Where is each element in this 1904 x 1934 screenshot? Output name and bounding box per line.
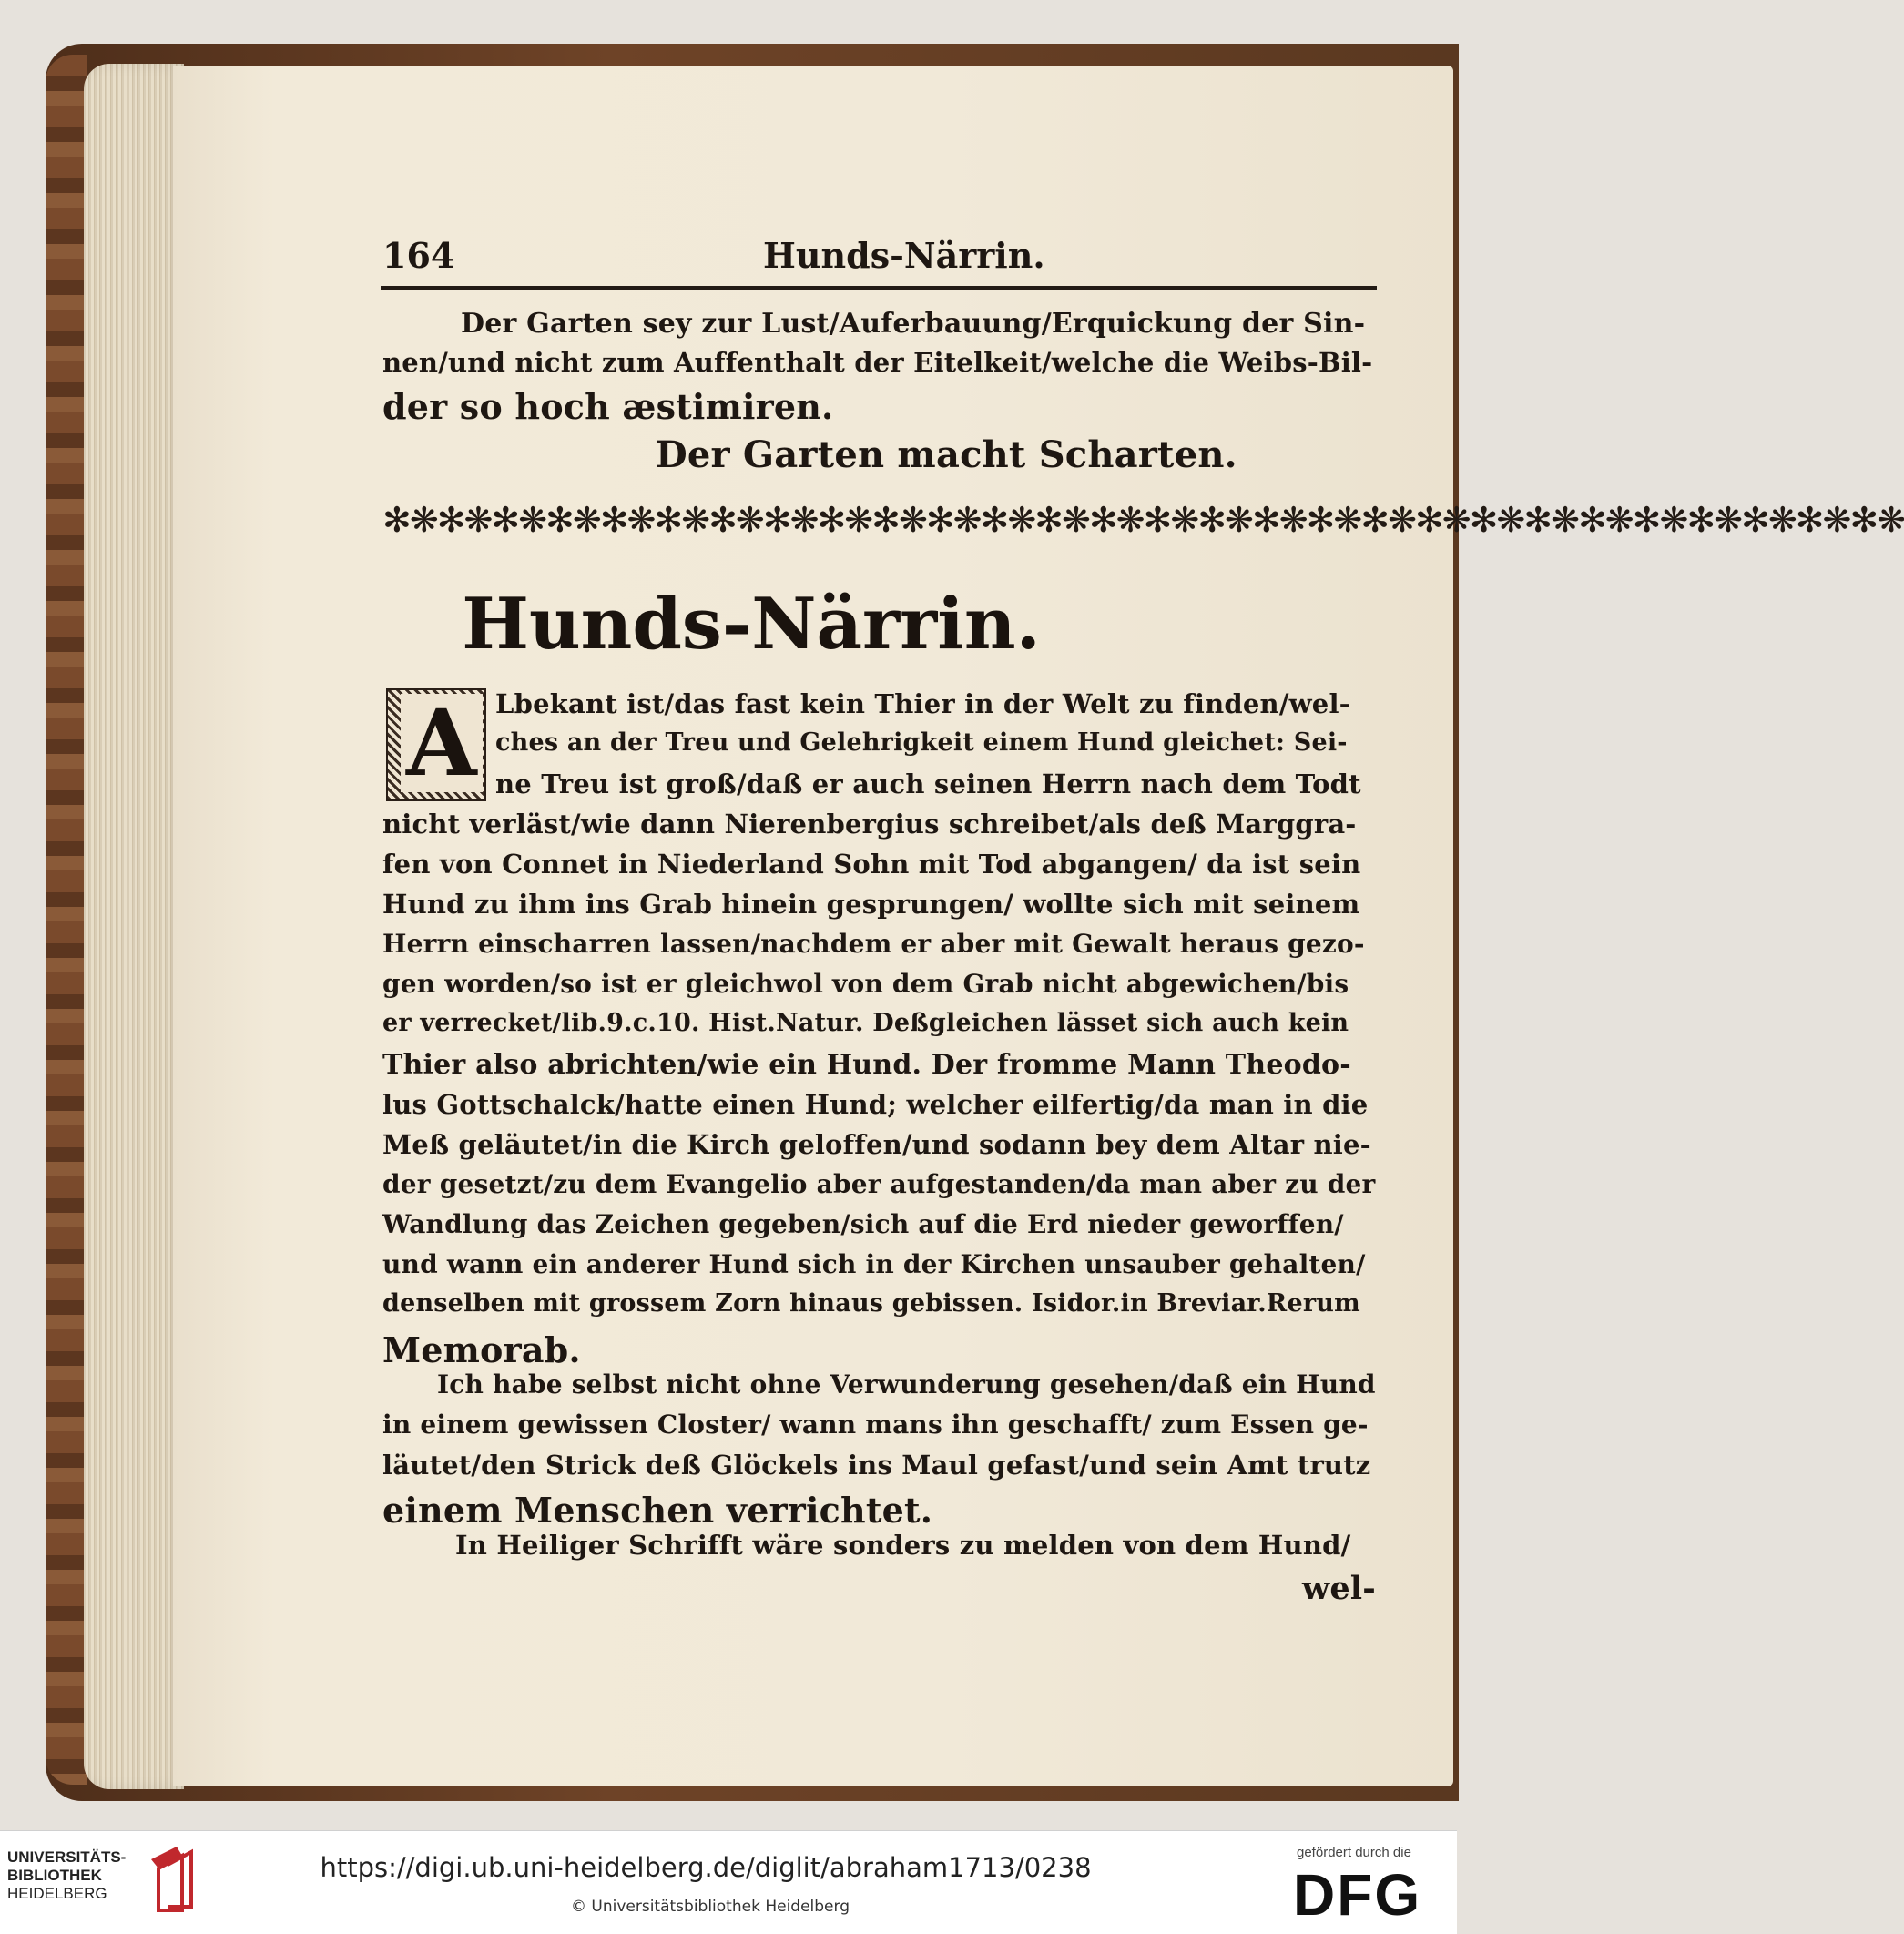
body-line: Memorab. [382, 1329, 581, 1370]
library-name-line: BIBLIOTHEK [7, 1867, 102, 1884]
body-line: läutet/den Strick deß Glöckels ins Maul gefast/und sein Amt trutz [382, 1450, 1371, 1481]
dfg-logo: DFG [1293, 1862, 1422, 1928]
saying: Der Garten macht Scharten. [656, 433, 1237, 476]
body-line: gen worden/so ist er gleichwol von dem Grab nicht abgewichen/bis [382, 969, 1349, 999]
body-line: Ich habe selbst nicht ohne Verwunderung gesehen/daß ein Hund [437, 1369, 1376, 1400]
body-line: Lbekant ist/das fast kein Thier in der Welt zu finden/wel- [495, 688, 1350, 719]
body-line: in einem gewissen Closter/ wann mans ihn geschafft/ zum Essen ge- [382, 1410, 1369, 1440]
body-line: Herrn einscharren lassen/nachdem er aber mit Gewalt heraus gezo- [382, 929, 1365, 959]
body-line: und wann ein anderer Hund sich in der Kirchen unsauber gehalten/ [382, 1249, 1366, 1279]
initial-letter: A [401, 694, 483, 792]
header-rule [381, 286, 1377, 290]
book-spine [46, 55, 87, 1785]
body-line: Wandlung das Zeichen gegeben/sich auf die Erd nieder geworffen/ [382, 1209, 1344, 1239]
running-head: Hunds-Närrin. [763, 235, 1045, 276]
funded-by-text: gefördert durch die [1297, 1845, 1411, 1860]
body-line: lus Gottschalck/hatte einen Hund; welcher eilfertig/da man in die [382, 1089, 1369, 1120]
body-line: einem Menschen verrichtet. [382, 1490, 933, 1531]
body-line: nicht verläst/wie dann Nierenbergius schreibet/als deß Marggra- [382, 809, 1357, 840]
page-url[interactable]: https://digi.ub.uni-heidelberg.de/diglit/abraham1713/0238 [320, 1852, 1092, 1883]
body-line: In Heiliger Schrifft wäre sonders zu melden von dem Hund/ [455, 1530, 1351, 1561]
body-line: wel- [1302, 1570, 1377, 1607]
copyright: © Universitätsbibliothek Heidelberg [570, 1898, 850, 1916]
body-line: Meß geläutet/in die Kirch geloffen/und sodann bey dem Altar nie- [382, 1129, 1371, 1160]
page-edges [84, 64, 184, 1789]
body-line: er verrecket/lib.9.c.10. Hist.Natur. Deßgleichen lässet sich auch kein [382, 1009, 1349, 1037]
body-line: ne Treu ist groß/daß er auch seinen Herrn nach dem Todt [495, 769, 1361, 799]
body-line: denselben mit grossem Zorn hinaus gebissen. Isidor.in Breviar.Rerum [382, 1289, 1360, 1318]
decorated-initial [386, 688, 486, 801]
library-name-line: HEIDELBERG [7, 1885, 107, 1902]
top-line: Der Garten sey zur Lust/Auferbauung/Erquickung der Sin- [461, 308, 1366, 340]
library-name-line: UNIVERSITÄTS- [7, 1848, 127, 1866]
body-line: Hund zu ihm ins Grab hinein gesprungen/ wollte sich mit seinem [382, 889, 1360, 920]
body-line: Thier also abrichten/wie ein Hund. Der fromme Mann Theodo- [382, 1049, 1351, 1081]
ornament-band: ✻❋✻❋✻❋✻❋✻❋✻❋✻❋✻❋✻❋✻❋✻❋✻❋✻❋✻❋✻❋✻❋✻❋✻❋✻❋✻❋✻❋✻❋✻❋✻❋✻❋✻❋✻❋✻❋ [382, 500, 1904, 540]
page-number: 164 [382, 235, 455, 276]
body-line: der gesetzt/zu dem Evangelio aber aufgestanden/da man aber zu der [382, 1169, 1376, 1199]
top-line: nen/und nicht zum Auffenthalt der Eitelkeit/welche die Weibs-Bil- [382, 347, 1373, 378]
chapter-title: Hunds-Närrin. [462, 583, 1041, 666]
body-line: ches an der Treu und Gelehrigkeit einem Hund gleichet: Sei- [495, 728, 1348, 757]
body-line: fen von Connet in Niederland Sohn mit Tod abgangen/ da ist sein [382, 849, 1361, 880]
top-line: der so hoch æstimiren. [382, 386, 834, 427]
